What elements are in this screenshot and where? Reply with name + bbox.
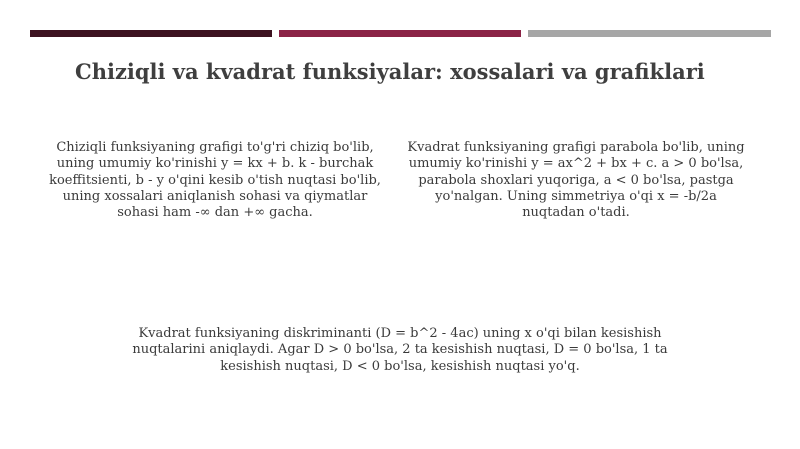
header-accent-bars — [30, 30, 771, 37]
linear-function-text: Chiziqli funksiyaning grafigi to'g'ri chiziq bo'lib, uning umumiy ko'rinishi y = kx + b. k - burchak koeffitsienti, b - y o'qini kesib o'tish nuqtasi bo'lib, uning xossalari aniqlanish sohasi va qiymatlar sohasi ham -∞ dan +∞ gacha. — [49, 140, 381, 221]
slide-title: Chiziqli va kvadrat funksiyalar: xossalari va grafiklari — [75, 59, 705, 84]
accent-bar-dark — [30, 30, 272, 37]
accent-bar-crimson — [279, 30, 521, 37]
quadratic-function-text: Kvadrat funksiyaning grafigi parabola bo'lib, uning umumiy ko'rinishi y = ax^2 + bx + c. a > 0 bo'lsa, parabola shoxlari yuqoriga, a < 0 bo'lsa, pastga yo'nalgan. Uning simmetriya o'qi x = -b/2a nuqtadan o'tadi. — [407, 140, 745, 221]
discriminant-text: Kvadrat funksiyaning diskriminanti (D = b^2 - 4ac) uning x o'qi bilan kesishish nuqtalarini aniqlaydi. Agar D > 0 bo'lsa, 2 ta kesishish nuqtasi, D = 0 bo'lsa, 1 ta kesishish nuqtasi, D < 0 bo'lsa, kesishish nuqtasi yo'q. — [132, 326, 668, 374]
accent-bar-gray — [528, 30, 771, 37]
